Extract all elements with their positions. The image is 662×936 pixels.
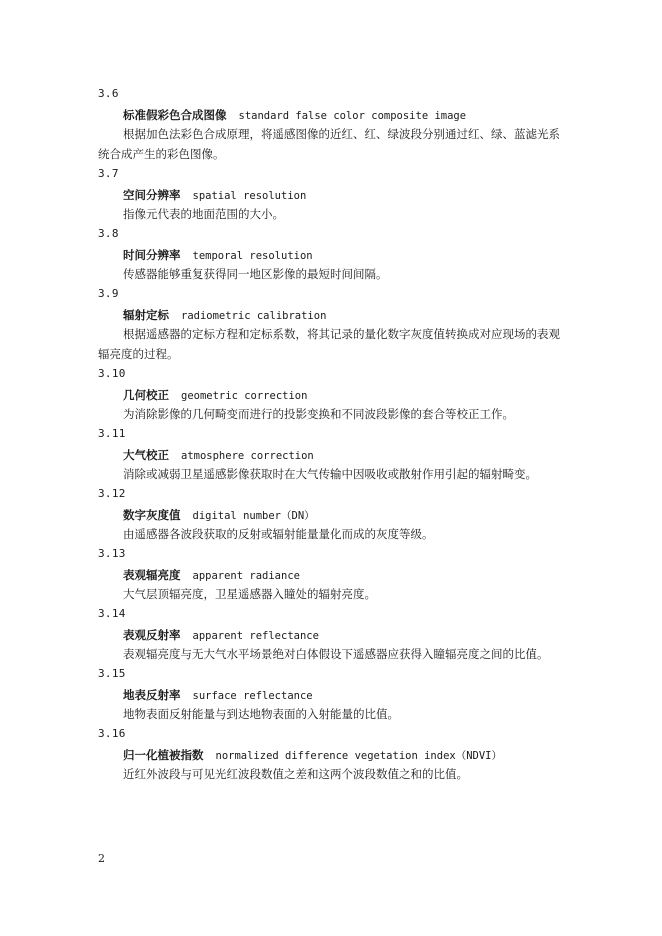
term-chinese-name: 标准假彩色合成图像	[123, 108, 227, 122]
term-definition: 由遥感器各波段获取的反射或辐射能量量化而成的灰度等级。	[123, 527, 434, 541]
term-definition: 根据遥感器的定标方程和定标系数，将其记录的量化数字灰度值转换成对应现场的表观辐亮度的过程。	[98, 327, 560, 361]
term-english-name: radiometric calibration	[181, 310, 327, 322]
term-definition: 表观辐亮度与无大气水平场景绝对白体假设下遥感器应获得入瞳辐亮度之间的比值。	[123, 647, 549, 661]
term-english-name: geometric correction	[181, 390, 308, 402]
term-english-name: atmosphere correction	[181, 450, 314, 462]
term-english-name: apparent radiance	[192, 570, 300, 582]
term-entry	[98, 724, 568, 784]
term-english-name: digital number（DN）	[192, 510, 315, 522]
term-entry	[98, 424, 568, 484]
term-entry	[98, 284, 568, 364]
term-definition: 为消除影像的几何畸变而进行的投影变换和不同波段影像的套合等校正工作。	[123, 407, 514, 421]
term-entry	[98, 164, 568, 224]
term-chinese-name: 地表反射率	[123, 688, 181, 702]
term-heading	[98, 504, 568, 524]
term-number: 3.11	[98, 427, 126, 440]
term-number: 3.16	[98, 727, 126, 740]
term-definition: 指像元代表的地面范围的大小。	[123, 207, 284, 221]
term-number: 3.8	[98, 227, 119, 240]
term-heading	[98, 244, 568, 264]
term-heading	[98, 564, 568, 584]
page-number: 2	[98, 852, 105, 865]
term-chinese-name: 辐射定标	[123, 308, 169, 322]
term-chinese-name: 表观反射率	[123, 628, 181, 642]
term-chinese-name: 几何校正	[123, 388, 169, 402]
term-heading	[98, 104, 568, 124]
term-number: 3.6	[98, 87, 119, 100]
term-definition: 传感器能够重复获得同一地区影像的最短时间间隔。	[123, 267, 388, 281]
term-entry	[98, 84, 568, 164]
term-chinese-name: 大气校正	[123, 448, 169, 462]
term-english-name: standard false color composite image	[238, 110, 467, 122]
term-entry	[98, 604, 568, 664]
term-chinese-name: 数字灰度值	[123, 508, 181, 522]
term-number: 3.13	[98, 547, 126, 560]
term-chinese-name: 时间分辨率	[123, 248, 181, 262]
term-heading	[98, 184, 568, 204]
term-english-name: normalized difference vegetation index（NDVI）	[215, 750, 503, 762]
term-list	[98, 84, 568, 784]
term-entry	[98, 364, 568, 424]
term-number: 3.14	[98, 607, 126, 620]
term-entry	[98, 544, 568, 604]
term-heading	[98, 624, 568, 644]
term-number: 3.10	[98, 367, 126, 380]
term-heading	[98, 444, 568, 464]
term-entry	[98, 484, 568, 544]
term-chinese-name: 空间分辨率	[123, 188, 181, 202]
term-number: 3.9	[98, 287, 119, 300]
term-entry	[98, 664, 568, 724]
term-heading	[98, 304, 568, 324]
term-number: 3.7	[98, 167, 119, 180]
term-number: 3.15	[98, 667, 126, 680]
term-english-name: apparent reflectance	[192, 630, 319, 642]
term-chinese-name: 表观辐亮度	[123, 568, 181, 582]
term-definition: 大气层顶辐亮度，卫星遥感器入瞳处的辐射亮度。	[123, 587, 376, 601]
term-definition: 消除或减弱卫星遥感影像获取时在大气传输中因吸收或散射作用引起的辐射畸变。	[123, 467, 537, 481]
term-heading	[98, 384, 568, 404]
term-definition: 地物表面反射能量与到达地物表面的入射能量的比值。	[123, 707, 399, 721]
term-heading	[98, 684, 568, 704]
term-chinese-name: 归一化植被指数	[123, 748, 204, 762]
term-english-name: spatial resolution	[192, 190, 307, 202]
term-definition: 近红外波段与可见光红波段数值之差和这两个波段数值之和的比值。	[123, 767, 468, 781]
term-heading	[98, 744, 568, 764]
term-definition: 根据加色法彩色合成原理，将遥感图像的近红、红、绿波段分别通过红、绿、蓝滤光系统合成产生的彩色图像。	[98, 127, 560, 161]
term-number: 3.12	[98, 487, 126, 500]
term-english-name: temporal resolution	[192, 250, 313, 262]
term-english-name: surface reflectance	[192, 690, 313, 702]
term-entry	[98, 224, 568, 284]
